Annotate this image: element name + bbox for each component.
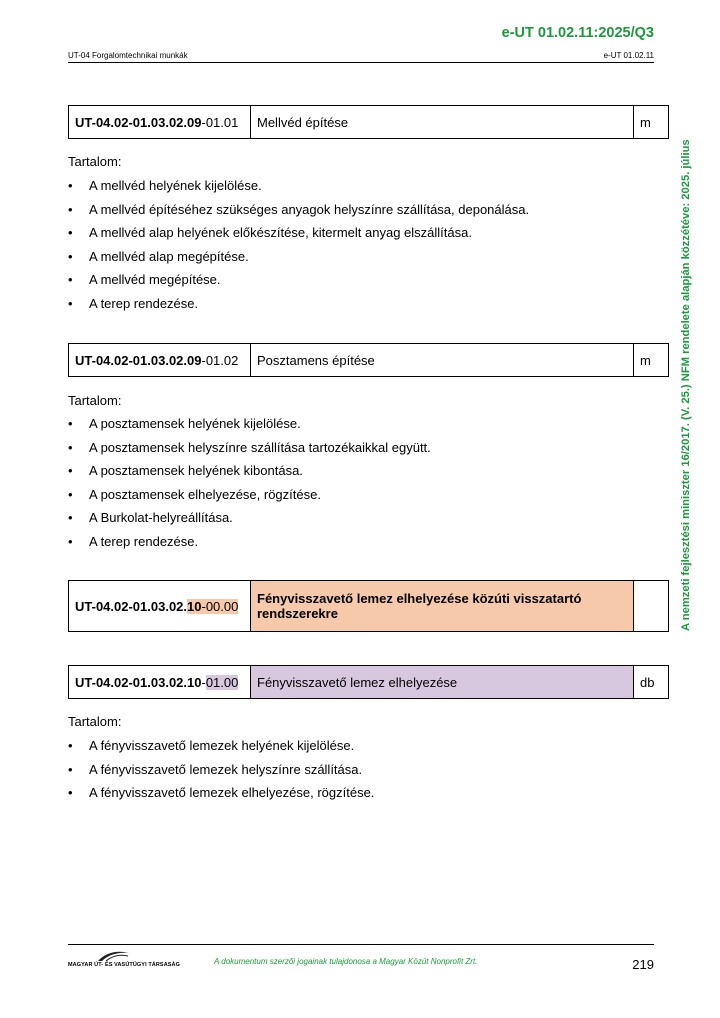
side-publication-note: A nemzeti fejlesztési miniszter 16/2017. (V. 25.) NFM rendelete alapján közzétéve: 2025. július — [680, 139, 692, 631]
page-number: 219 — [632, 957, 654, 972]
item-title: Posztamens építése — [251, 344, 634, 377]
item-title: Mellvéd építése — [251, 106, 634, 139]
item-unit: m — [634, 106, 669, 139]
item-title: Fényvisszavető lemez elhelyezése közúti visszatartó rendszerekre — [251, 581, 634, 632]
bullet-list — [68, 416, 431, 557]
list-item: • A mellvéd alap megépítése. — [68, 249, 529, 273]
header-right-code: e-UT 01.02.11 — [603, 51, 654, 60]
list-item: • A mellvéd építéséhez szükséges anyagok helyszínre szállítása, deponálása. — [68, 202, 529, 226]
list-item: • A posztamensek helyszínre szállítása tartozékaikkal együtt. — [68, 440, 431, 464]
organization-logo — [68, 949, 178, 971]
organization-name: MAGYAR ÚT- ÉS VASÚTÜGYI TÁRSASÁG — [68, 962, 180, 968]
item-title: Fényvisszavető lemez elhelyezése — [251, 666, 634, 699]
item-table-mellved — [68, 105, 669, 139]
list-item: • A posztamensek helyének kijelölése. — [68, 416, 431, 440]
list-item: • A Burkolat-helyreállítása. — [68, 510, 431, 534]
list-item: • A terep rendezése. — [68, 534, 431, 558]
item-unit — [634, 581, 669, 632]
page-header — [68, 50, 654, 63]
copyright-notice: A dokumentum szerzői jogainak tulajdonosa a Magyar Közút Nonprofit Zrt. — [214, 957, 478, 966]
item-unit: m — [634, 344, 669, 377]
content-label: Tartalom: — [68, 154, 122, 169]
list-item: • A terep rendezése. — [68, 296, 529, 320]
list-item: • A fényvisszavető lemezek elhelyezése, rögzítése. — [68, 785, 374, 809]
header-left-title: UT-04 Forgalomtechnikai munkák — [68, 51, 188, 60]
item-code: UT-04.02-01.03.02.10-01.00 — [69, 666, 251, 699]
footer-divider — [68, 944, 654, 945]
content-label: Tartalom: — [68, 714, 122, 729]
bullet-list — [68, 738, 374, 809]
item-table-fenyvisszaveto-group — [68, 580, 669, 632]
list-item: • A fényvisszavető lemezek helyszínre szállítása. — [68, 762, 374, 786]
list-item: • A posztamensek elhelyezése, rögzítése. — [68, 487, 431, 511]
content-label: Tartalom: — [68, 393, 122, 408]
list-item: • A mellvéd megépítése. — [68, 272, 529, 296]
list-item: • A fényvisszavető lemezek helyének kijelölése. — [68, 738, 374, 762]
item-table-posztamens — [68, 343, 669, 377]
list-item: • A posztamensek helyének kibontása. — [68, 463, 431, 487]
item-code: UT-04.02-01.03.02.10-00.00 — [69, 581, 251, 632]
item-unit: db — [634, 666, 669, 699]
document-code: e-UT 01.02.11:2025/Q3 — [501, 25, 654, 41]
item-code: UT-04.02-01.03.02.09-01.01 — [69, 106, 251, 139]
item-code: UT-04.02-01.03.02.09-01.02 — [69, 344, 251, 377]
road-swoosh-icon — [96, 949, 130, 962]
list-item: • A mellvéd alap helyének előkészítése, kitermelt anyag elszállítása. — [68, 225, 529, 249]
list-item: • A mellvéd helyének kijelölése. — [68, 178, 529, 202]
item-table-fenyvisszaveto-lemez — [68, 665, 669, 699]
bullet-list — [68, 178, 529, 319]
